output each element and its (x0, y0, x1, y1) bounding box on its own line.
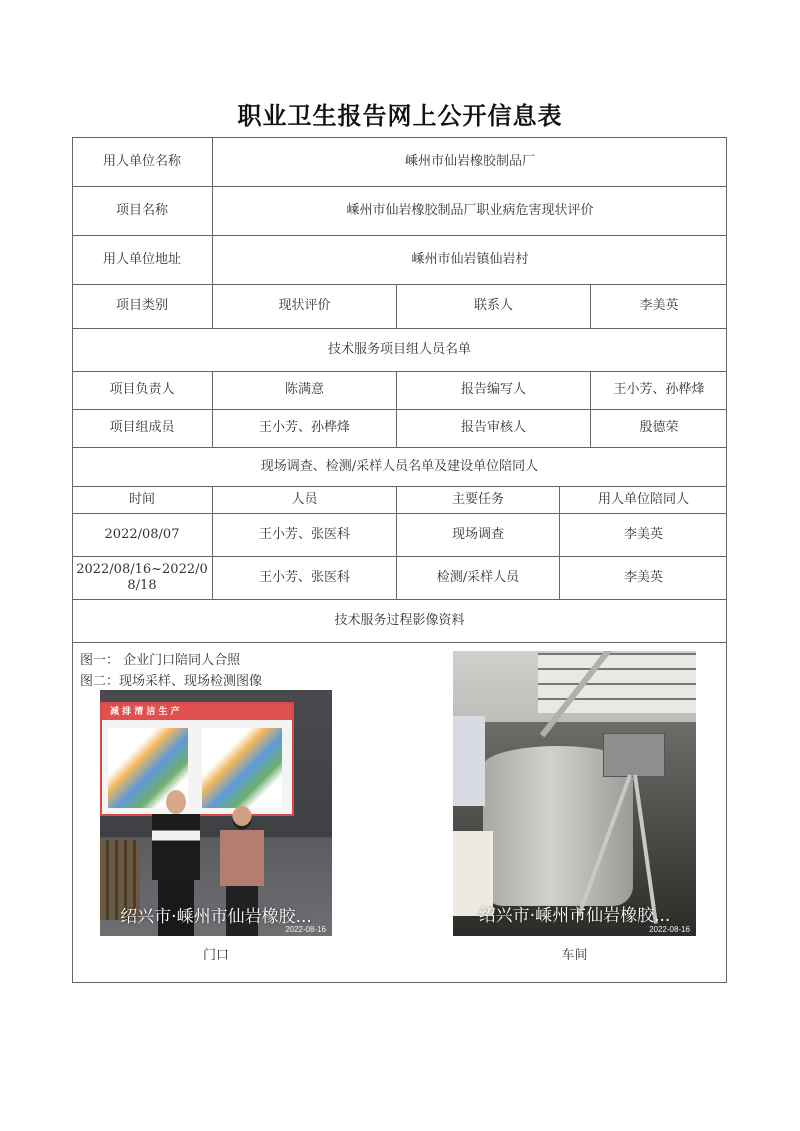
project-type-value: 现状评价 (278, 298, 331, 313)
column-header-time: 时间 (128, 491, 155, 507)
photo-watermark: 绍兴市·嵊州市仙岩橡胶... (120, 907, 312, 927)
site-survey-heading: 现场调查、检测/采样人员名单及建设单位陪同人 (260, 458, 539, 474)
images-heading: 技术服务过程影像资料 (334, 612, 465, 628)
site-plan-map (202, 728, 282, 808)
photo-date: 2022-08-16 (285, 925, 326, 934)
employer-name-value: 嵊州市仙岩橡胶制品厂 (404, 153, 535, 169)
worker (453, 716, 485, 806)
column-header-staff: 人员 (291, 491, 318, 507)
leader-label: 项目负责人 (109, 382, 175, 397)
page-title: 职业卫生报告网上公开信息表 (237, 102, 563, 130)
members-value: 王小芳、孙桦烽 (258, 420, 350, 435)
divider (72, 642, 727, 643)
photo-gate (100, 690, 332, 936)
column-header-task: 主要任务 (451, 491, 504, 507)
employer-name-label: 用人单位名称 (102, 153, 181, 169)
row-2-companion: 李美英 (623, 569, 663, 585)
photo-watermark: 绍兴市·嵊州市仙岩橡胶... (478, 906, 671, 926)
row-2-time: 2022/08/16~2022/08/18 (76, 561, 208, 593)
contact-value: 李美英 (639, 298, 679, 313)
row-2-staff: 王小芳、张医科 (258, 569, 350, 585)
writer-label: 报告编写人 (460, 382, 526, 397)
row-1-time: 2022/08/07 (104, 526, 180, 542)
figure-note-1: 图一： 企业门口陪同人合照 (80, 653, 241, 668)
photo-workshop (453, 651, 696, 936)
figure-note-2: 图二：现场采样、现场检测图像 (80, 674, 263, 689)
project-name-label: 项目名称 (115, 202, 168, 218)
photo-caption-workshop: 车间 (561, 948, 588, 963)
sign-banner: 减 排 清 洁 生 产 (102, 704, 292, 720)
row-1-staff: 王小芳、张医科 (258, 526, 350, 542)
row-1-task: 现场调查 (451, 526, 504, 542)
contact-label: 联系人 (473, 298, 513, 313)
project-name-value: 嵊州市仙岩橡胶制品厂职业病危害现状评价 (346, 202, 594, 218)
photo-caption-gate: 门口 (202, 948, 229, 963)
row-2-task: 检测/采样人员 (436, 569, 520, 585)
project-type-label: 项目类别 (115, 298, 168, 313)
reviewer-label: 报告审核人 (460, 420, 526, 435)
leader-value: 陈满意 (284, 382, 324, 397)
writer-value: 王小芳、孙桦烽 (613, 382, 705, 397)
column-header-companion: 用人单位陪同人 (597, 491, 689, 507)
members-label: 项目组成员 (109, 420, 175, 435)
employer-address-value: 嵊州市仙岩镇仙岩村 (411, 251, 529, 267)
employer-address-label: 用人单位地址 (102, 251, 181, 267)
sampling-device (603, 733, 665, 777)
team-heading: 技术服务项目组人员名单 (327, 341, 471, 357)
row-1-companion: 李美英 (623, 526, 663, 542)
photo-date: 2022-08-16 (649, 925, 690, 934)
reviewer-value: 殷德荣 (639, 420, 679, 435)
